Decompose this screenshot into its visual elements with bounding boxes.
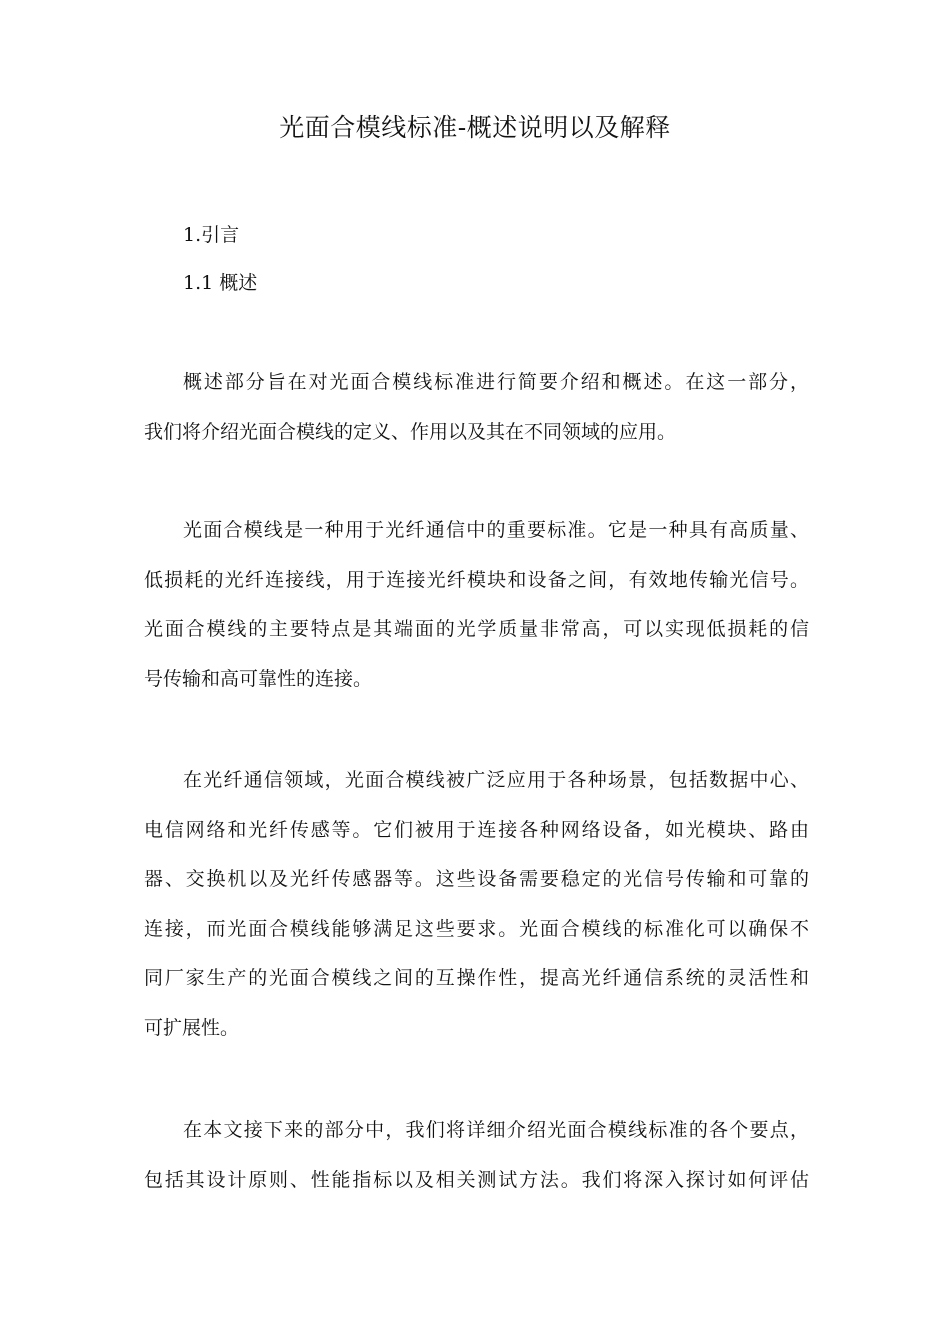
section-heading: 1.引言 [183,224,240,246]
paragraph-line: 号传输和高可靠性的连接。 [144,667,373,690]
paragraph [144,358,809,457]
paragraph [144,756,809,1053]
paragraph-line: 光面合模线的主要特点是其端面的光学质量非常高，可以实现低损耗的信 [144,618,809,640]
paragraph [144,1106,809,1205]
paragraph-line: 电信网络和光纤传感等。它们被用于连接各种网络设备，如光模块、路由 [144,818,809,841]
paragraph-line: 器、交换机以及光纤传感器等。这些设备需要稳定的光信号传输和可靠的 [144,868,809,890]
paragraph-line: 可扩展性。 [144,1016,240,1039]
document-title: 光面合模线标准-概述说明以及解释 [279,113,671,142]
paragraph-line: 同厂家生产的光面合模线之间的互操作性，提高光纤通信系统的灵活性和 [144,967,809,989]
paragraph-line: 在光纤通信领域，光面合模线被广泛应用于各种场景，包括数据中心、 [183,769,809,791]
paragraph-line: 低损耗的光纤连接线，用于连接光纤模块和设备之间，有效地传输光信号。 [144,568,809,591]
subsection-heading: 1.1 概述 [183,272,258,294]
paragraph-line: 连接，而光面合模线能够满足这些要求。光面合模线的标准化可以确保不 [144,917,809,940]
paragraph-line: 概述部分旨在对光面合模线标准进行简要介绍和概述。在这一部分， [183,371,809,393]
paragraph-line: 光面合模线是一种用于光纤通信中的重要标准。它是一种具有高质量、 [183,519,809,541]
paragraph-line: 包括其设计原则、性能指标以及相关测试方法。我们将深入探讨如何评估 [144,1168,809,1191]
paragraph-line: 在本文接下来的部分中，我们将详细介绍光面合模线标准的各个要点， [183,1119,809,1141]
paragraph [144,506,809,704]
paragraph-line: 我们将介绍光面合模线的定义、作用以及其在不同领域的应用。 [144,420,677,443]
